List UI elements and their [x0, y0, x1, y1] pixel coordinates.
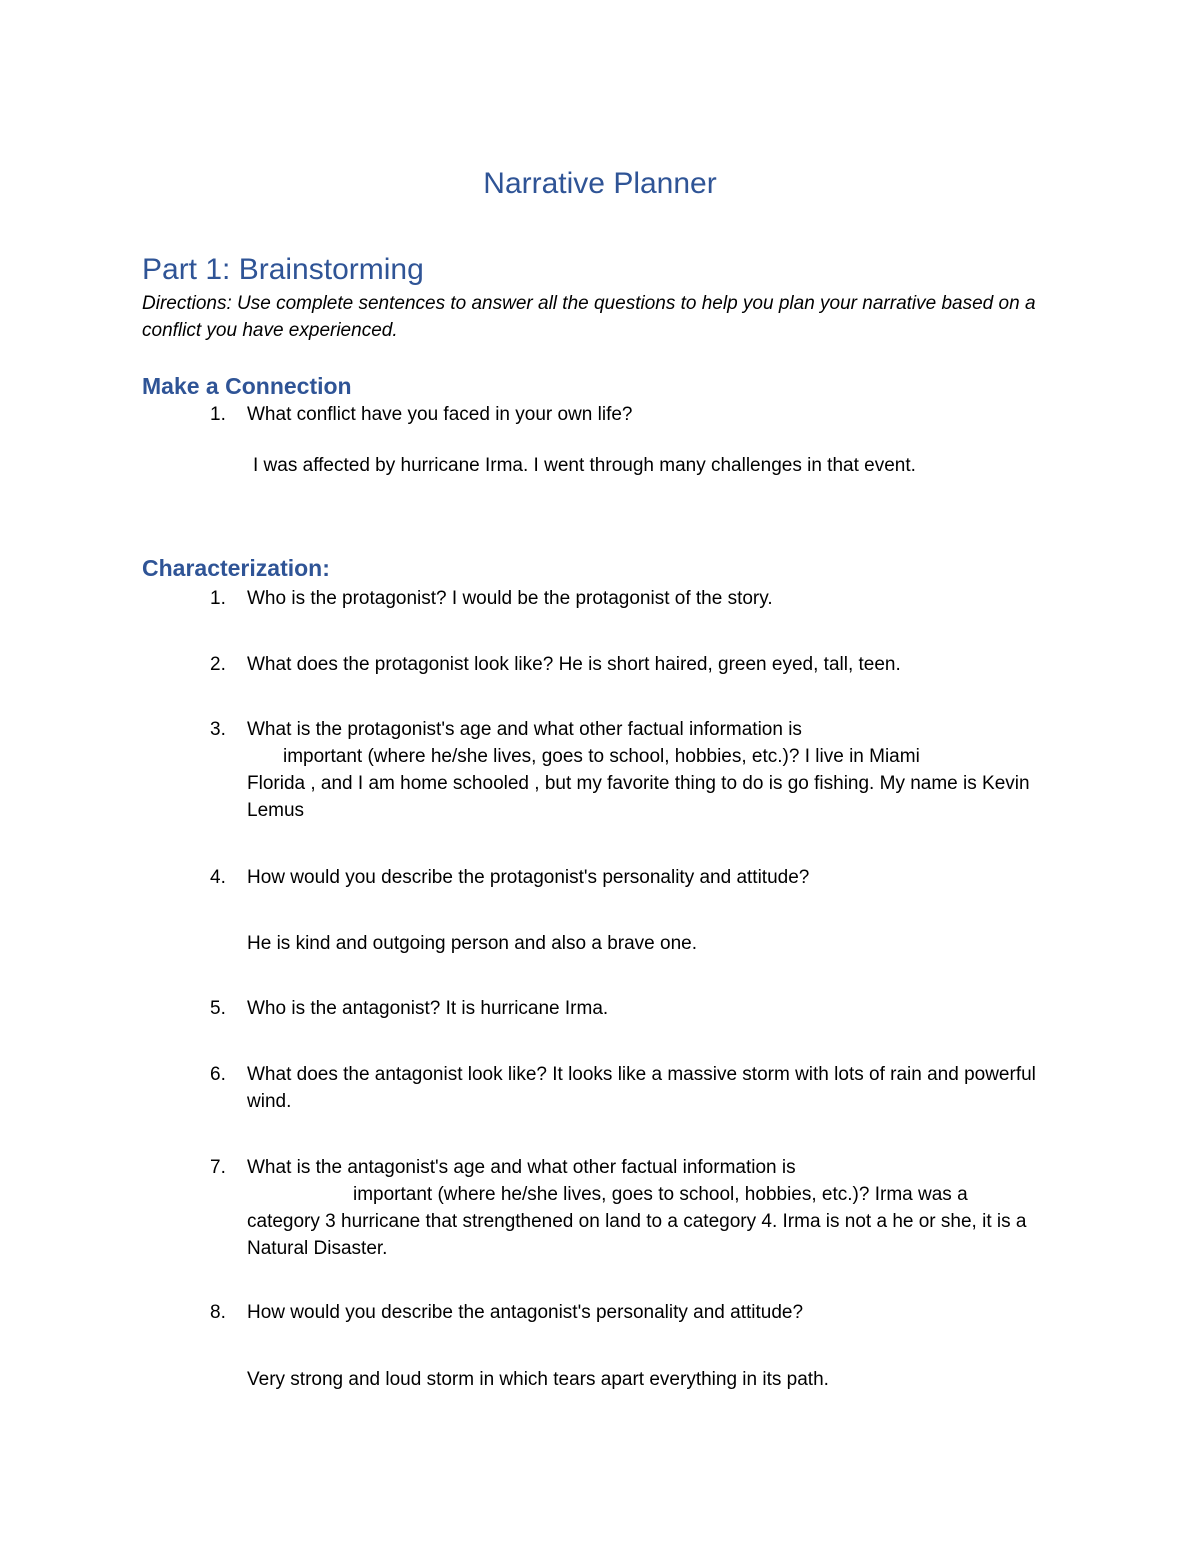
question-text — [247, 716, 1077, 824]
question-text: What does the protagonist look like? He is short haired, green eyed, tall, teen. — [247, 654, 901, 675]
characterization-answer-8: Very strong and loud storm in which tears apart everything in its path. — [247, 1369, 829, 1390]
directions-text: Directions: Use complete sentences to answer all the questions to help you plan your narrative based on a conflict you have experienced. — [142, 293, 1036, 341]
question-line-2: important (where he/she lives, goes to school, hobbies, etc.)? I live in Miami — [283, 746, 920, 767]
question-line-1: What is the protagonist's age and what other factual information is — [247, 719, 802, 740]
question-number: 3. — [210, 719, 226, 740]
question-number: 1. — [210, 588, 226, 609]
connection-answer-1: I was affected by hurricane Irma. I went through many challenges in that event. — [253, 455, 916, 476]
question-number: 7. — [210, 1157, 226, 1178]
characterization-answer-4: He is kind and outgoing person and also a brave one. — [247, 933, 697, 954]
question-line-2: important (where he/she lives, goes to school, hobbies, etc.)? Irma was a — [353, 1184, 968, 1205]
question-line-1: What is the antagonist's age and what other factual information is — [247, 1157, 796, 1178]
question-answer: category 3 hurricane that strengthened on land to a category 4. Irma is not a he or she, it is a Natural Disaster. — [247, 1211, 1027, 1259]
question-number: 5. — [210, 998, 226, 1019]
make-a-connection-heading: Make a Connection — [142, 373, 352, 399]
question-number: 4. — [210, 867, 226, 888]
question-text: Who is the antagonist? It is hurricane Irma. — [247, 998, 609, 1019]
question-text: How would you describe the protagonist's personality and attitude? — [247, 867, 810, 888]
question-answer: Florida , and I am home schooled , but my favorite thing to do is go fishing. My name is Kevin Lemus — [247, 773, 1030, 821]
part1-heading: Part 1: Brainstorming — [142, 253, 424, 286]
document-title: Narrative Planner — [483, 167, 717, 200]
question-number: 8. — [210, 1302, 226, 1323]
question-number: 2. — [210, 654, 226, 675]
question-text: What does the antagonist look like? It looks like a massive storm with lots of rain and powerful wind. — [247, 1064, 1036, 1112]
question-text: What conflict have you faced in your own life? — [247, 404, 633, 425]
characterization-heading: Characterization: — [142, 555, 330, 581]
question-text: Who is the protagonist? I would be the protagonist of the story. — [247, 588, 773, 609]
question-text — [247, 1154, 1062, 1262]
question-number: 1. — [210, 404, 226, 425]
question-number: 6. — [210, 1064, 226, 1085]
question-text: How would you describe the antagonist's personality and attitude? — [247, 1302, 804, 1323]
